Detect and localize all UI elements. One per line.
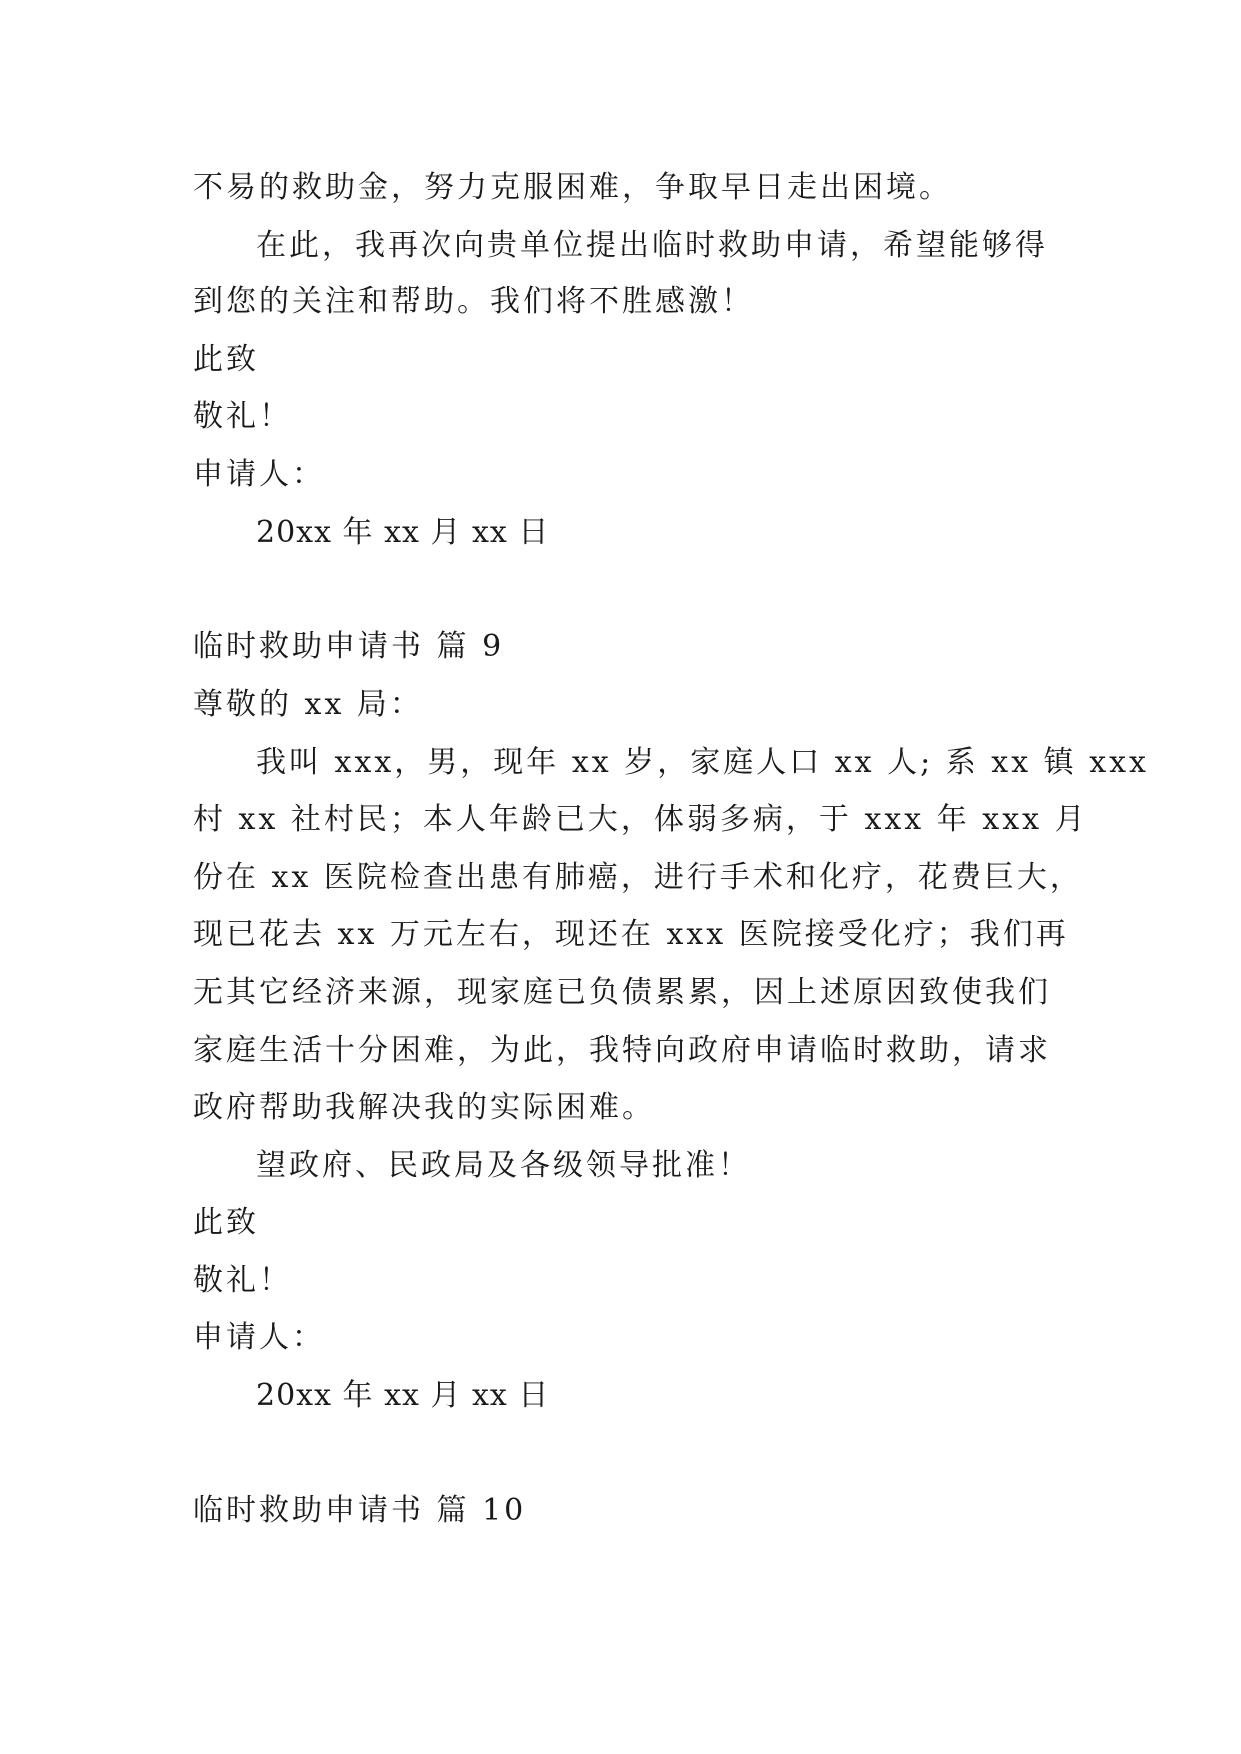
- salutation: 尊敬的 xx 局：: [193, 687, 423, 722]
- closing-line: 此致: [193, 1205, 259, 1240]
- paragraph-line: 家庭生活十分困难，为此，我特向政府申请临时救助，请求: [193, 1033, 1051, 1068]
- paragraph-line: 份在 xx 医院检查出患有肺癌，进行手术和化疗，花费巨大，: [193, 860, 1083, 895]
- paragraph-line: 到您的关注和帮助。我们将不胜感激！: [193, 284, 754, 319]
- section-title: 临时救助申请书 篇 10: [193, 1493, 527, 1528]
- paragraph-line: 我叫 xxx，男，现年 xx 岁，家庭人口 xx 人; 系 xx 镇 xxx: [256, 745, 1149, 780]
- applicant-label: 申请人：: [193, 1320, 325, 1355]
- paragraph-line: 村 xx 社村民；本人年龄已大，体弱多病，于 xxx 年 xxx 月: [193, 802, 1088, 837]
- section-title: 临时救助申请书 篇 9: [193, 629, 505, 664]
- paragraph-line: 不易的救助金，努力克服困难，争取早日走出困境。: [193, 170, 952, 205]
- paragraph-line: 无其它经济来源，现家庭已负债累累，因上述原因致使我们: [193, 975, 1051, 1010]
- closing-line: 敬礼！: [193, 1263, 292, 1298]
- date-line: 20xx 年 xx 月 xx 日: [256, 1378, 550, 1413]
- closing-line: 敬礼！: [193, 399, 292, 434]
- paragraph-line: 政府帮助我解决我的实际困难。: [193, 1090, 655, 1125]
- date-line: 20xx 年 xx 月 xx 日: [256, 515, 550, 550]
- applicant-label: 申请人：: [193, 457, 325, 492]
- request-line: 望政府、民政局及各级领导批准！: [256, 1148, 751, 1183]
- paragraph-line: 在此，我再次向贵单位提出临时救助申请，希望能够得: [256, 228, 1048, 263]
- paragraph-line: 现已花去 xx 万元左右，现还在 xxx 医院接受化疗；我们再: [193, 917, 1069, 952]
- closing-line: 此致: [193, 342, 259, 377]
